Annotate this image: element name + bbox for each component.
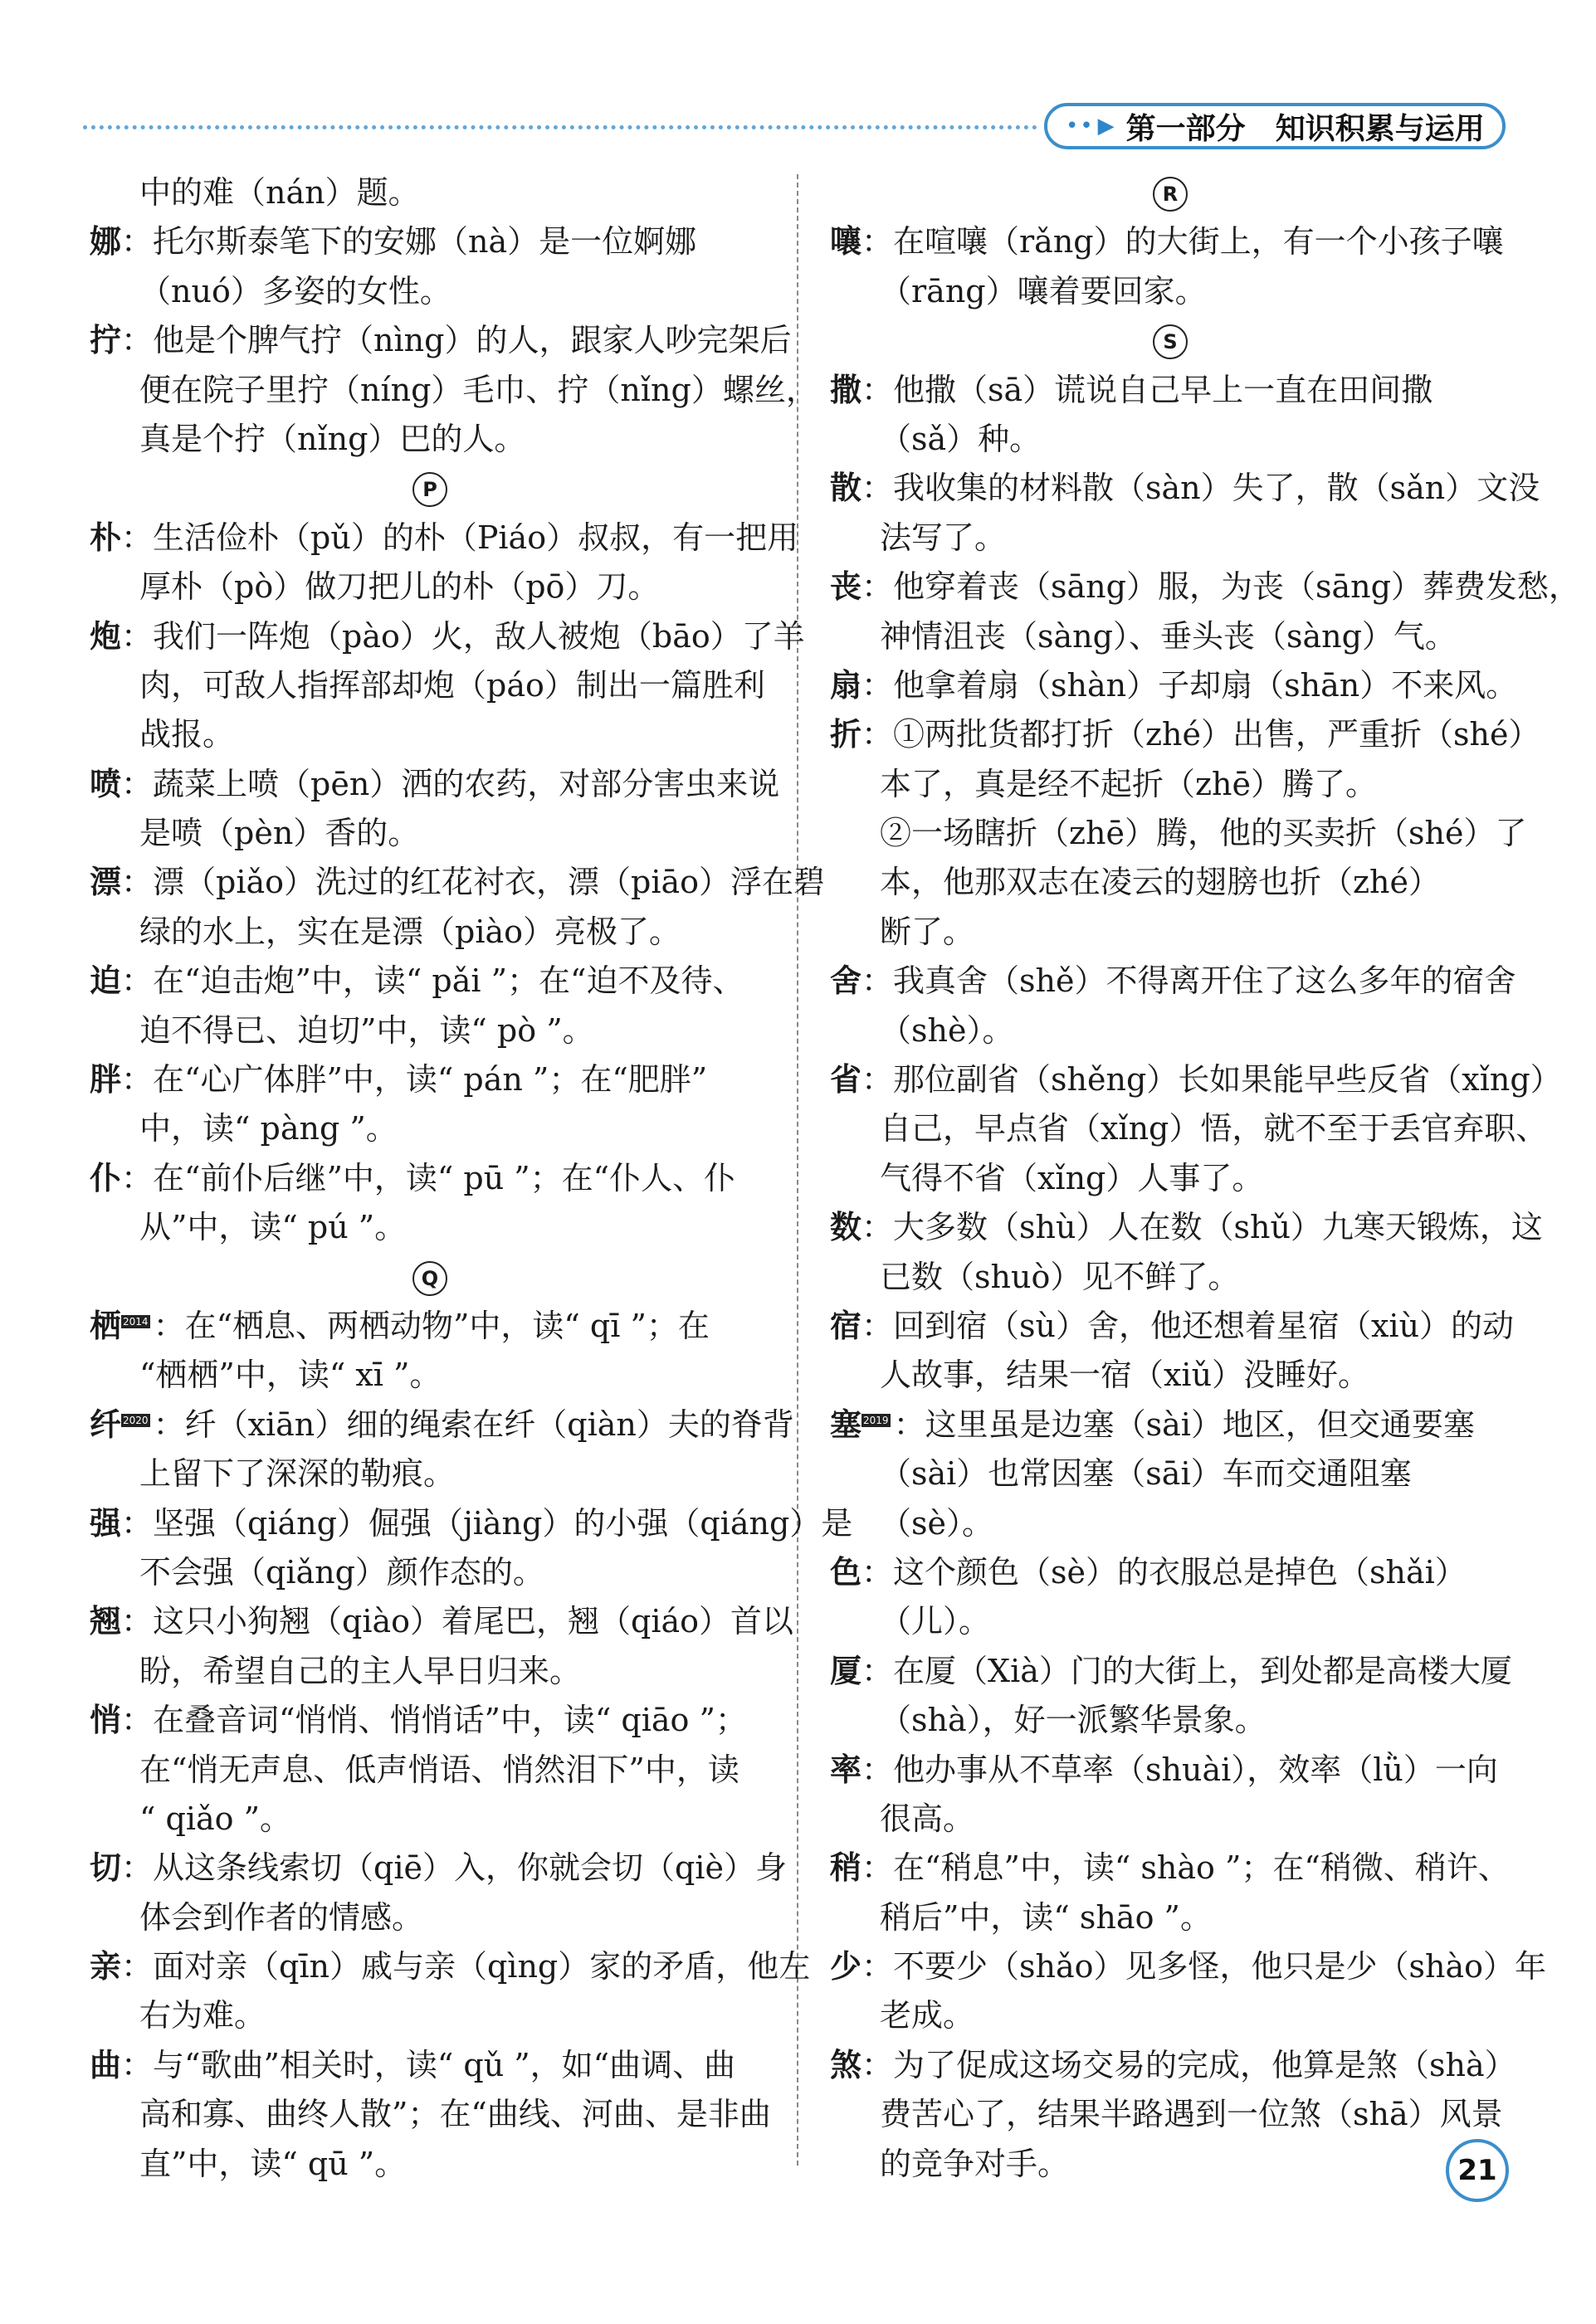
- entry-text: ：我收集的材料散（sàn）失了，散（sǎn）文没: [861, 470, 1540, 507]
- entry-continuation-line: 很高。: [880, 1800, 975, 1837]
- headword: 仆: [90, 1159, 122, 1196]
- entry-text: ：在厦（Xià）门的大街上，到处都是高楼大厦: [861, 1652, 1512, 1689]
- entry-continuation-line: 直”中，读“ qū ”。: [139, 2145, 407, 2182]
- headword: 拧: [90, 322, 122, 359]
- entry-line: [90, 612, 805, 661]
- header-dotted-rule: [83, 125, 1037, 129]
- headword: 折: [830, 716, 862, 753]
- headword: 扇: [830, 666, 862, 704]
- entry-continuation-line: 盼，希望自己的主人早日归来。: [139, 1652, 582, 1689]
- headword: 强: [90, 1504, 122, 1542]
- entry-line: [830, 1647, 1511, 1696]
- entry-line: [830, 1746, 1511, 1795]
- entry-line: [90, 1154, 770, 1203]
- entry-line: [90, 858, 826, 907]
- entry-line: [90, 316, 792, 365]
- entry-text: ：漂（piǎo）洗过的红花衬衣，漂（piāo）浮在碧: [121, 864, 826, 901]
- entry-line: [830, 1844, 1511, 1893]
- entry-text: ：为了促成这场交易的完成，他算是煞（shà）: [861, 2046, 1516, 2083]
- section-header-badge: [1044, 103, 1506, 149]
- entry-text: ：他拿着扇（shàn）子却扇（shān）不来风。: [861, 666, 1518, 704]
- entry-line: [90, 1942, 811, 1991]
- entry-continuation-line: “ qiǎo ”。: [139, 1800, 292, 1837]
- entry-line: [830, 217, 1511, 266]
- entry-line: [90, 1597, 794, 1646]
- entry-text: ：托尔斯泰笔下的安娜（nà）是一位婀娜: [121, 223, 697, 261]
- entry-text: ：我们一阵炮（pào）火，敌人被炮（bāo）了羊: [121, 617, 805, 655]
- entry-text: ：大多数（shù）人在数（shǔ）九寒天锻炼，这: [861, 1209, 1543, 1246]
- entry-line: [830, 1942, 1547, 1991]
- entry-continuation-line: 人故事，结果一宿（xiǔ）没睡好。: [880, 1357, 1370, 1394]
- entry-line: [90, 957, 770, 1006]
- entry-text: ：从这条线索切（qiē）入，你就会切（qiè）身: [121, 1849, 787, 1887]
- entry-line: [90, 1696, 770, 1745]
- entry-text: ：他办事从不草率（shuài），效率（lǜ）一向: [861, 1751, 1498, 1788]
- headword: 切: [90, 1849, 122, 1887]
- entry-continuation-line: （sài）也常因塞（sāi）车而交通阻塞: [880, 1455, 1412, 1493]
- entry-line: [90, 760, 780, 809]
- entry-continuation-line: ②一场瞎折（zhē）腾，他的买卖折（shé）了: [880, 815, 1527, 852]
- entry-continuation-line: 神情沮丧（sàng）、垂头丧（sàng）气。: [880, 617, 1457, 655]
- entry-text: ：纤（xiān）细的绳索在纤（qiàn）夫的脊背: [153, 1406, 794, 1443]
- entry-text: ：与“歌曲”相关时，读“ qǔ ”，如“曲调、曲: [121, 2046, 736, 2083]
- headword: 宿: [830, 1307, 862, 1344]
- entry-continuation-line: 中，读“ pàng ”。: [139, 1110, 398, 1147]
- headword: 亲: [90, 1948, 122, 1985]
- entry-continuation-line: 稍后”中，读“ shāo ”。: [880, 1898, 1212, 1936]
- part-label: 第一部分: [1125, 111, 1246, 146]
- entry-continuation-line: 法写了。: [880, 519, 1007, 556]
- headword: 率: [830, 1751, 862, 1788]
- entry-text: ：这只小狗翘（qiào）着尾巴，翘（qiáo）首以: [121, 1603, 794, 1640]
- headword: 色: [830, 1553, 862, 1591]
- entry-line: [830, 957, 1516, 1006]
- entry-continuation-line: 已数（shuò）见不鲜了。: [880, 1258, 1240, 1295]
- entry-continuation-line: 体会到作者的情感。: [139, 1898, 424, 1936]
- header-dots-icon: ••: [1066, 114, 1095, 139]
- entry-continuation-line: 肉，可敌人指挥部却炮（páo）制出一篇胜利: [139, 666, 765, 704]
- entry-line: [90, 1499, 853, 1548]
- headword: 炮: [90, 617, 122, 655]
- entry-continuation-line: 气得不省（xǐng）人事了。: [880, 1159, 1264, 1196]
- entry-continuation-line: 战报。: [139, 716, 235, 753]
- entry-continuation-line: 的竞争对手。: [880, 2145, 1070, 2182]
- exam-year-badge: 2020: [123, 1415, 149, 1427]
- entry-continuation-line: （儿）。: [880, 1603, 991, 1640]
- section-letter: [830, 316, 1511, 365]
- entry-continuation-line: 右为难。: [139, 1997, 266, 2034]
- headword: 漂: [90, 864, 122, 901]
- headword: 撒: [830, 371, 862, 408]
- entry-text: ：面对亲（qīn）戚与亲（qìng）家的矛盾，他左: [121, 1948, 811, 1985]
- entry-line: [830, 1302, 1515, 1351]
- headword: 丧: [830, 568, 862, 606]
- entry-line: [830, 1203, 1543, 1252]
- entry-line: [830, 710, 1540, 759]
- header-arrow-icon: ▶: [1097, 114, 1115, 139]
- section-letter-circle: P: [412, 472, 447, 507]
- entry-continuation-line: （shà），好一派繁华景象。: [880, 1702, 1267, 1739]
- section-letter: [830, 168, 1511, 217]
- entry-text: ：这个颜色（sè）的衣服总是掉色（shǎi）: [861, 1553, 1467, 1591]
- headword: 散: [830, 470, 862, 507]
- entry-continuation-line: （sǎ）种。: [880, 420, 1042, 457]
- entry-text: ：那位副省（shěng）长如果能早些反省（xǐng）: [861, 1061, 1562, 1099]
- entry-line: [90, 1055, 770, 1104]
- entry-text: ：回到宿（sù）舍，他还想着星宿（xiù）的动: [861, 1307, 1515, 1344]
- entry-line: [90, 1844, 787, 1893]
- headword: 翘: [90, 1603, 122, 1640]
- entry-continuation-line: 从”中，读“ pú ”。: [139, 1209, 407, 1246]
- entry-text: ：在“前仆后继”中，读“ pū ”；在“仆人、仆: [121, 1159, 736, 1196]
- entry-text: ：在“稍息”中，读“ shào ”；在“稍微、稍许、: [861, 1849, 1510, 1887]
- entry-continuation-line: 真是个拧（nǐng）巴的人。: [139, 420, 526, 457]
- entry-continuation-line: 老成。: [880, 1997, 975, 2034]
- headword: 悄: [90, 1702, 122, 1739]
- right-column: [830, 168, 1580, 2189]
- entry-text: ：我真舍（shě）不得离开住了这么多年的宿舍: [861, 962, 1516, 1000]
- headword: 少: [830, 1948, 862, 1985]
- headword: 曲: [90, 2046, 122, 2083]
- entry-line: [830, 1548, 1511, 1597]
- entry-continuation-line: 本，他那双志在凌云的翅膀也折（zhé）: [880, 864, 1440, 901]
- entry-text: ：生活俭朴（pǔ）的朴（Piáo）叔叔，有一把用: [121, 519, 799, 556]
- entry-continuation-line: 本了，真是经不起折（zhē）腾了。: [880, 765, 1377, 802]
- entry-text: ：他是个脾气拧（nìng）的人，跟家人吵完架后: [121, 322, 792, 359]
- headword: 厦: [830, 1652, 862, 1689]
- entry-continuation-line: 在“悄无声息、低声悄语、悄然泪下”中，读: [139, 1751, 739, 1788]
- entry-continuation-line: 高和寡、曲终人散”；在“曲线、河曲、是非曲: [139, 2096, 771, 2133]
- entry-text: ：在“迫击炮”中，读“ pǎi ”；在“迫不及待、: [121, 962, 744, 1000]
- entry-text: ：蔬菜上喷（pēn）洒的农药，对部分害虫来说: [121, 765, 780, 802]
- entry-continuation-line: 不会强（qiǎng）颜作态的。: [139, 1553, 544, 1591]
- entry-continuation-line: 厚朴（pò）做刀把儿的朴（pō）刀。: [139, 568, 660, 606]
- headword: 数: [830, 1209, 862, 1246]
- entry-text: ：他撒（sā）谎说自己早上一直在田间撒: [861, 371, 1433, 408]
- entry-text: ：在喧嚷（rǎng）的大街上，有一个小孩子嚷: [861, 223, 1504, 261]
- section-letter-circle: R: [1153, 177, 1188, 212]
- headword: 栖: [90, 1307, 122, 1344]
- headword: 塞: [830, 1406, 862, 1443]
- entry-line: [90, 1302, 770, 1351]
- entry-continuation-line: 自己，早点省（xǐng）悟，就不至于丢官弃职、: [880, 1110, 1548, 1147]
- headword: 稍: [830, 1849, 862, 1887]
- entry-text: ：坚强（qiáng）倔强（jiàng）的小强（qiáng）是: [121, 1504, 853, 1542]
- entry-continuation-line: 便在院子里拧（níng）毛巾、拧（nǐng）螺丝，: [139, 371, 818, 408]
- headword: 喷: [90, 765, 122, 802]
- entry-continuation-line: （rāng）嚷着要回家。: [880, 272, 1207, 309]
- entry-continuation-line: （nuó）多姿的女性。: [139, 272, 451, 309]
- column-divider: [797, 174, 798, 2166]
- headword: 朴: [90, 519, 122, 556]
- headword: 胖: [90, 1061, 122, 1099]
- headword: 娜: [90, 223, 122, 261]
- entry-text: ：①两批货都打折（zhé）出售，严重折（shé）: [861, 716, 1540, 753]
- entry-text: ：在叠音词“悄悄、悄悄话”中，读“ qiāo ”；: [121, 1702, 747, 1739]
- entry-continuation-line: 绿的水上，实在是漂（piào）亮极了。: [139, 913, 681, 950]
- entry-line: [90, 2041, 770, 2090]
- section-letter-circle: S: [1153, 324, 1188, 359]
- headword: 煞: [830, 2046, 862, 2083]
- entry-line: [830, 661, 1518, 710]
- page-number: 21: [1446, 2139, 1509, 2202]
- entry-text: ：不要少（shǎo）见多怪，他只是少（shào）年: [861, 1948, 1547, 1985]
- entry-continuation-line: “栖栖”中，读“ xī ”。: [139, 1357, 442, 1394]
- exam-year-badge: 2019: [863, 1415, 889, 1427]
- headword: 舍: [830, 962, 862, 1000]
- entry-continuation-line: 费苦心了，结果半路遇到一位煞（shā）风景: [880, 2096, 1503, 2133]
- entry-continuation-line: （sè）。: [880, 1504, 993, 1542]
- entry-continuation-line: 中的难（nán）题。: [139, 174, 420, 211]
- entry-line: [830, 1055, 1562, 1104]
- entry-text: ：他穿着丧（sāng）服，为丧（sāng）葬费发愁，: [861, 568, 1580, 606]
- entry-line: [830, 563, 1580, 611]
- entry-continuation-line: 断了。: [880, 913, 975, 950]
- left-column: [90, 168, 853, 2189]
- entry-continuation-line: 是喷（pèn）香的。: [139, 815, 420, 852]
- entry-continuation-line: 上留下了深深的勒痕。: [139, 1455, 456, 1493]
- headword: 纤: [90, 1406, 122, 1443]
- section-letter: [90, 1253, 770, 1302]
- entry-line: [90, 217, 770, 266]
- section-letter: [90, 464, 770, 513]
- section-letter-circle: Q: [412, 1261, 447, 1296]
- entry-line: [90, 1401, 794, 1449]
- entry-line: [830, 2041, 1516, 2090]
- headword: 嚷: [830, 223, 862, 261]
- entry-line: [90, 514, 799, 563]
- entry-continuation-line: 迫不得已、迫切”中，读“ pò ”。: [139, 1011, 594, 1049]
- entry-line: [830, 366, 1511, 415]
- entry-continuation-line: （shè）。: [880, 1011, 1014, 1049]
- topic-label: 知识积累与运用: [1275, 111, 1485, 146]
- entry-text: ：这里虽是边塞（sài）地区，但交通要塞: [893, 1406, 1475, 1443]
- entry-text: ：在“心广体胖”中，读“ pán ”；在“肥胖”: [121, 1061, 708, 1099]
- entry-line: [830, 464, 1540, 513]
- exam-year-badge: 2014: [123, 1316, 149, 1328]
- headword: 迫: [90, 962, 122, 1000]
- entry-text: ：在“栖息、两栖动物”中，读“ qī ”；在: [153, 1307, 710, 1344]
- entry-line: [830, 1401, 1511, 1449]
- headword: 省: [830, 1061, 862, 1099]
